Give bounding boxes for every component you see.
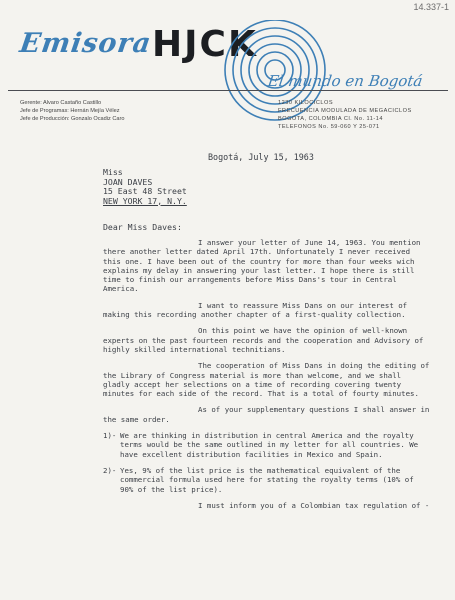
paragraph: As of your supplementary questions I shall answer in the same order. — [103, 405, 430, 424]
numbered-item — [103, 466, 431, 494]
letter-body — [103, 238, 431, 517]
paragraph: The cooperation of Miss Dans in doing the editing of the Library of Congress material is more than welcome, and we shall gladly accept her selections on a time of recording covering twenty minutes for each side of the record. That is a total of fourty minutes. — [103, 361, 430, 399]
letter-date: Bogotá, July 15, 1963 — [208, 152, 314, 162]
station-info — [278, 99, 412, 131]
recipient-honorific: Miss — [103, 167, 123, 177]
item-number: 1)- — [103, 431, 117, 441]
salutation: Dear Miss Daves: — [103, 222, 182, 232]
recipient-city: NEW YORK 17, N.Y. — [103, 195, 187, 206]
numbered-item — [103, 431, 431, 459]
slogan: El mundo en Bogotá — [266, 72, 424, 90]
paragraph: I answer your letter of June 14, 1963. You mention there another letter dated April 17th. Unfortunately I never received this one. I have been out of the country for more than four weeks wich explains my delay in answering your last letter. I hope there is still time to finish our arrangements before Miss Dans's tour in Central America. — [103, 238, 421, 294]
paragraph: I want to reassure Miss Dans on our interest of making this recording another chapter of a first-quality collection. — [103, 300, 408, 320]
paragraph: I must inform you of a Colombian tax regulation of - — [198, 500, 430, 510]
staff-list — [20, 99, 124, 123]
item-number: 2)- — [103, 465, 117, 475]
staff-line: Jefe de Producción: Gonzalo Ocadiz Caro — [20, 116, 125, 122]
station-line: TELEFONOS No. 59-060 Y 25-071 — [278, 124, 380, 130]
staff-line: Jefe de Programas: Hernán Mejía Vélez — [20, 108, 120, 114]
recipient-name: JOAN DAVES — [103, 176, 153, 187]
staff-line: Gerente: Alvaro Castaño Castillo — [20, 100, 102, 106]
item-text: We are thinking in distribution in central America and the royalty terms would be the same outlined in my letter for all countries. We have excellent distribution facilities in Mexico and Spain. — [120, 431, 419, 459]
paragraph: On this point we have the opinion of well-known experts on the past fourteen records and the cooperation and Advisory of highly skilled international technitians. — [103, 326, 424, 354]
recipient-address — [103, 168, 187, 206]
station-line: 1230 KILOCICLOS — [278, 100, 334, 106]
emisora-script-logo: Emisora — [17, 28, 154, 59]
catalog-number: 14.337-1 — [413, 2, 449, 12]
station-line: BOGOTA, COLOMBIA Cl. No. 11-14 — [278, 116, 383, 122]
item-text: Yes, 9% of the list price is the mathematical equivalent of the commercial formula used here for stating the royalty terms (10% of 90% of the list price). — [120, 465, 414, 494]
hjck-call-sign: HJCK — [152, 24, 258, 65]
recipient-street: 15 East 48 Street — [103, 186, 187, 196]
station-line: FRECUENCIA MODULADA DE MEGACICLOS — [278, 108, 412, 114]
letterhead-rule — [8, 90, 448, 91]
